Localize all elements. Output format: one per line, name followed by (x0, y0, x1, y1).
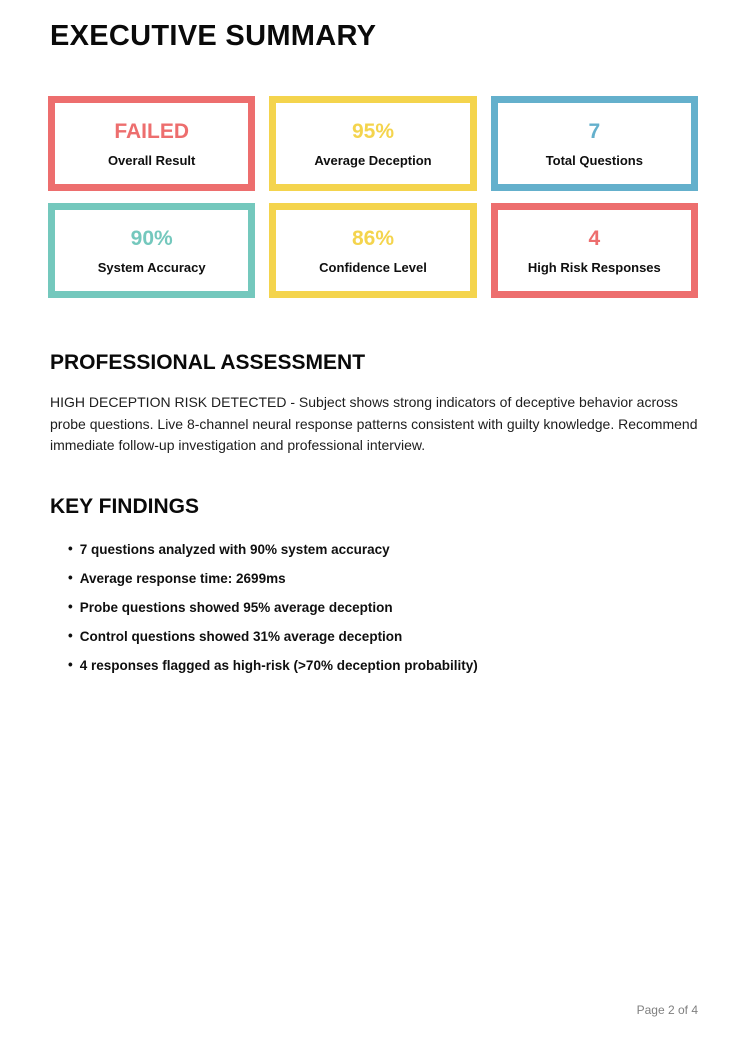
stat-card-system-accuracy (48, 203, 255, 298)
stat-value: FAILED (114, 119, 189, 143)
stat-value: 4 (588, 226, 601, 250)
page-number: Page 2 of 4 (636, 1003, 698, 1017)
stat-card-high-risk-responses (491, 203, 698, 298)
key-findings-heading: KEY FINDINGS (50, 494, 199, 518)
bullet-icon: • (68, 598, 73, 614)
finding-item (68, 600, 698, 617)
finding-text: Control questions showed 31% average deception (79, 628, 403, 644)
stat-label: Total Questions (545, 152, 643, 168)
assessment-heading: PROFESSIONAL ASSESSMENT (50, 351, 366, 374)
stat-card-average-deception (269, 96, 476, 191)
bullet-icon: • (68, 656, 73, 672)
finding-text: Probe questions showed 95% average deception (79, 599, 393, 615)
assessment-body-text: HIGH DECEPTION RISK DETECTED - Subject shows strong indicators of deceptive behavior across probe questions. Live 8-channel neural response patterns consistent with guilty knowledge. Recommend immediate follow-up investigation and professional interview. (50, 394, 698, 453)
finding-item (68, 542, 698, 559)
stat-card-overall-result (48, 96, 255, 191)
finding-text: 7 questions analyzed with 90% system accuracy (79, 541, 390, 557)
stat-label: High Risk Responses (527, 259, 661, 275)
stat-value: 7 (588, 119, 601, 143)
page-title: EXECUTIVE SUMMARY (50, 20, 377, 52)
finding-item (68, 629, 698, 646)
stat-value: 86% (351, 226, 394, 250)
finding-text: Average response time: 2699ms (79, 570, 286, 586)
finding-item (68, 571, 698, 588)
stat-card-confidence-level (269, 203, 476, 298)
stat-label: Confidence Level (319, 259, 427, 275)
stat-card-total-questions (491, 96, 698, 191)
stat-label: Average Deception (314, 152, 432, 168)
finding-item (68, 658, 698, 675)
bullet-icon: • (68, 627, 73, 643)
stat-label: System Accuracy (97, 259, 206, 275)
bullet-icon: • (68, 540, 73, 556)
summary-stat-cards (48, 96, 698, 298)
stat-value: 90% (130, 226, 173, 250)
finding-text: 4 responses flagged as high-risk (>70% deception probability) (79, 657, 478, 673)
bullet-icon: • (68, 569, 73, 585)
stat-value: 95% (351, 119, 394, 143)
stat-label: Overall Result (107, 152, 196, 168)
key-findings-list (68, 542, 698, 675)
